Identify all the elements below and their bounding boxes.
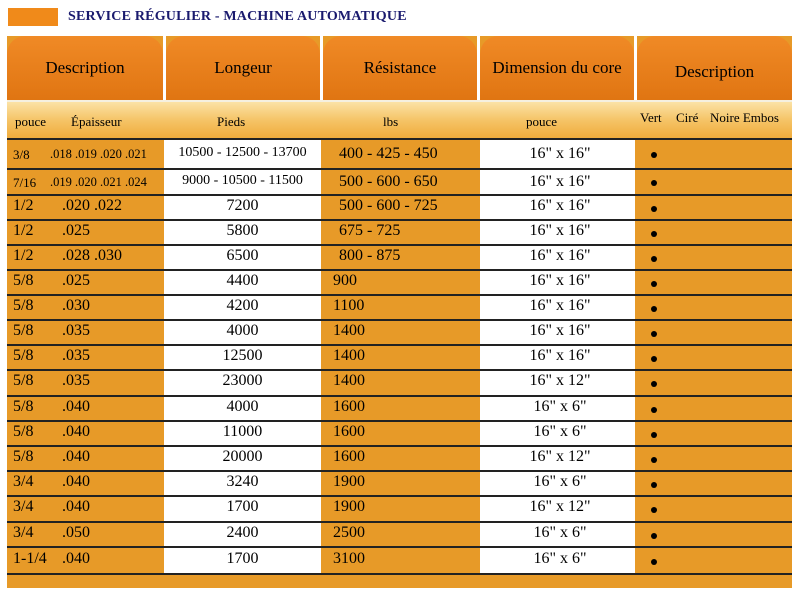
cell-dimension: 16" x 12"	[529, 372, 591, 389]
cell-resistance: 1600	[333, 398, 365, 415]
check-dot-icon	[651, 407, 657, 413]
table-row	[7, 319, 792, 344]
header-longeur-label: Longeur	[214, 58, 272, 77]
cell-epaisseur: .040	[62, 448, 90, 465]
sub-dim-pouce: pouce	[526, 114, 558, 129]
cell-dimension: 16" x 6"	[533, 524, 587, 541]
cell-longeur: 10500 - 12500 - 13700	[178, 145, 307, 160]
cell-dimension: 16" x 16"	[529, 247, 591, 264]
cell-epaisseur: .040	[62, 498, 90, 515]
cell-resistance: 1600	[333, 448, 365, 465]
cell-dimension: 16" x 6"	[533, 550, 587, 567]
cell-epaisseur: .040	[62, 423, 90, 440]
page-title: SERVICE RÉGULIER - MACHINE AUTOMATIQUE	[68, 9, 407, 24]
table-row	[7, 470, 792, 495]
sub-epaisseur: Épaisseur	[71, 114, 122, 129]
header-resistance-label: Résistance	[363, 58, 437, 77]
cell-epaisseur: .025	[62, 272, 90, 289]
header-dimension	[480, 36, 634, 100]
table-row	[7, 168, 792, 194]
cell-epaisseur: .040	[62, 550, 90, 567]
title-swatch	[8, 8, 58, 26]
cell-pouce: 5/8	[13, 398, 34, 415]
cell-pouce: 1-1/4	[13, 550, 47, 567]
cell-longeur: 3240	[226, 473, 259, 490]
cell-resistance: 1600	[333, 423, 365, 440]
cell-epaisseur: .035	[62, 347, 90, 364]
cell-pouce: 5/8	[13, 297, 34, 314]
cell-pouce: 5/8	[13, 347, 34, 364]
cell-longeur: 2400	[226, 524, 259, 541]
header-resistance	[323, 36, 477, 100]
sub-pieds: Pieds	[217, 114, 246, 129]
cell-dimension: 16" x 16"	[529, 347, 591, 364]
cell-pouce: 5/8	[13, 372, 34, 389]
check-dot-icon	[651, 482, 657, 488]
product-table	[7, 36, 792, 588]
cell-resistance: 1400	[333, 322, 365, 339]
cell-pouce: 3/8	[13, 147, 30, 162]
check-dot-icon	[651, 507, 657, 513]
cell-longeur: 5800	[226, 222, 259, 239]
cell-dimension: 16" x 16"	[529, 145, 591, 162]
cell-epaisseur: .030	[62, 297, 90, 314]
cell-longeur: 1700	[226, 550, 259, 567]
cell-epaisseur: .019 .020 .021 .024	[50, 175, 147, 189]
table-row	[7, 219, 792, 244]
cell-epaisseur: .035	[62, 372, 90, 389]
sub-lbs: lbs	[383, 114, 399, 129]
check-dot-icon	[651, 281, 657, 287]
cell-epaisseur: .035	[62, 322, 90, 339]
cell-epaisseur: .050	[62, 524, 90, 541]
header-description-2-label: Description	[674, 62, 755, 81]
check-dot-icon	[651, 152, 657, 158]
cell-epaisseur: .020 .022	[62, 197, 122, 214]
cell-pouce: 1/2	[13, 247, 34, 264]
table-bottom-border	[7, 573, 792, 575]
cell-resistance: 1400	[333, 372, 365, 389]
cell-longeur: 4000	[226, 322, 259, 339]
cell-resistance: 3100	[333, 550, 365, 567]
cell-longeur: 1700	[226, 498, 259, 515]
cell-longeur: 6500	[226, 247, 259, 264]
cell-resistance: 2500	[333, 524, 365, 541]
cell-longeur: 11000	[222, 423, 263, 440]
cell-dimension: 16" x 16"	[529, 173, 591, 190]
cell-epaisseur: .018 .019 .020 .021	[50, 147, 147, 161]
cell-dimension: 16" x 16"	[529, 222, 591, 239]
check-dot-icon	[651, 256, 657, 262]
cell-pouce: 5/8	[13, 322, 34, 339]
cell-epaisseur: .025	[62, 222, 90, 239]
check-dot-icon	[651, 206, 657, 212]
cell-resistance: 500 - 600 - 725	[339, 197, 438, 214]
cell-pouce: 5/8	[13, 423, 34, 440]
cell-pouce: 1/2	[13, 222, 34, 239]
cell-longeur: 12500	[222, 347, 263, 364]
check-dot-icon	[651, 356, 657, 362]
table-row	[7, 138, 792, 168]
table-row	[7, 244, 792, 269]
cell-epaisseur: .040	[62, 398, 90, 415]
cell-longeur: 4200	[226, 297, 259, 314]
cell-longeur: 4400	[226, 272, 259, 289]
cell-resistance: 675 - 725	[339, 222, 401, 239]
table-row	[7, 546, 792, 573]
table-row	[7, 194, 792, 219]
cell-pouce: 1/2	[13, 197, 34, 214]
table-row	[7, 369, 792, 395]
cell-resistance: 400 - 425 - 450	[339, 145, 438, 162]
cell-longeur: 9000 - 10500 - 11500	[182, 173, 303, 188]
table-row	[7, 294, 792, 319]
header-longeur	[166, 36, 320, 100]
cell-epaisseur: .028 .030	[62, 247, 122, 264]
cell-dimension: 16" x 6"	[533, 473, 587, 490]
table-row	[7, 395, 792, 420]
cell-pouce: 5/8	[13, 272, 34, 289]
table-row	[7, 344, 792, 369]
cell-resistance: 1900	[333, 473, 365, 490]
table-header	[7, 36, 792, 100]
cell-dimension: 16" x 6"	[533, 398, 587, 415]
sub-pouce: pouce	[15, 114, 47, 129]
table-row	[7, 420, 792, 445]
header-description-label: Description	[45, 58, 125, 77]
check-dot-icon	[651, 331, 657, 337]
table-row	[7, 269, 792, 294]
sub-header	[7, 102, 792, 138]
cell-dimension: 16" x 16"	[529, 197, 591, 214]
cell-pouce: 3/4	[13, 498, 34, 515]
cell-dimension: 16" x 16"	[529, 272, 591, 289]
cell-pouce: 7/16	[13, 175, 37, 190]
sub-noire-embos: Noire Embos	[710, 110, 779, 125]
cell-resistance: 500 - 600 - 650	[339, 173, 438, 190]
cell-resistance: 1900	[333, 498, 365, 515]
cell-resistance: 1400	[333, 347, 365, 364]
check-dot-icon	[651, 432, 657, 438]
table-row	[7, 445, 792, 470]
header-description	[7, 36, 163, 100]
header-dimension-label: Dimension du core	[492, 58, 622, 77]
cell-dimension: 16" x 12"	[529, 498, 591, 515]
table-row	[7, 521, 792, 546]
cell-epaisseur: .040	[62, 473, 90, 490]
cell-pouce: 3/4	[13, 524, 34, 541]
cell-resistance: 900	[333, 272, 357, 289]
cell-longeur: 7200	[226, 197, 259, 214]
cell-dimension: 16" x 16"	[529, 322, 591, 339]
title-bar	[8, 6, 407, 28]
check-dot-icon	[651, 231, 657, 237]
cell-longeur: 4000	[226, 398, 259, 415]
sub-cire: Ciré	[676, 110, 699, 125]
cell-pouce: 5/8	[13, 448, 34, 465]
check-dot-icon	[651, 381, 657, 387]
sub-vert: Vert	[640, 110, 662, 125]
cell-longeur: 20000	[222, 448, 263, 465]
check-dot-icon	[651, 457, 657, 463]
cell-dimension: 16" x 12"	[529, 448, 591, 465]
cell-dimension: 16" x 16"	[529, 297, 591, 314]
cell-resistance: 1100	[333, 297, 365, 314]
cell-longeur: 23000	[222, 372, 263, 389]
cell-pouce: 3/4	[13, 473, 34, 490]
check-dot-icon	[651, 559, 657, 565]
cell-dimension: 16" x 6"	[533, 423, 587, 440]
check-dot-icon	[651, 533, 657, 539]
check-dot-icon	[651, 180, 657, 186]
cell-resistance: 800 - 875	[339, 247, 401, 264]
header-description-2	[637, 36, 792, 100]
table-row	[7, 495, 792, 521]
check-dot-icon	[651, 306, 657, 312]
